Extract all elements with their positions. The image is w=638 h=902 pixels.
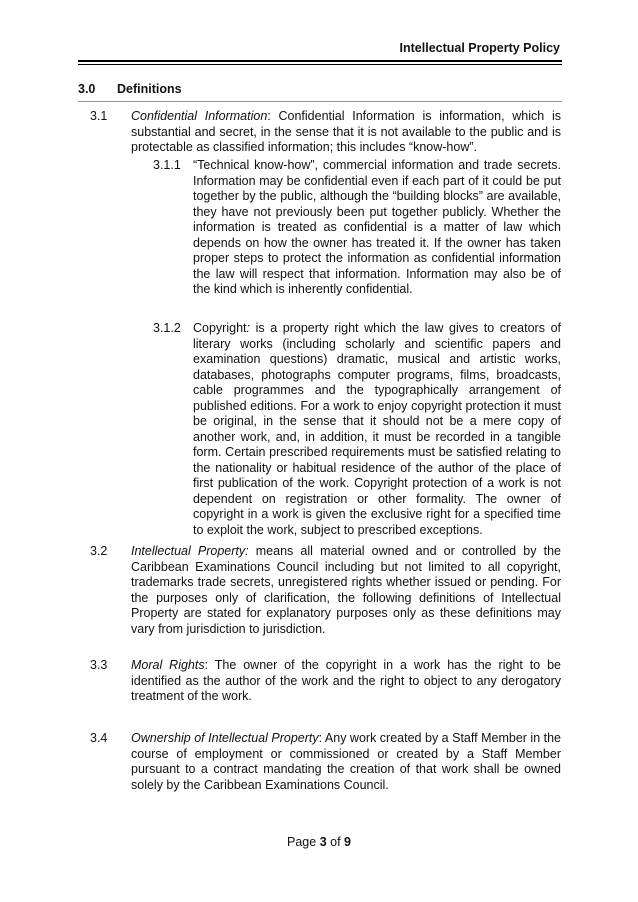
page-current: 3 xyxy=(319,835,327,849)
subitem-number: 3.1.1 xyxy=(153,158,181,172)
header-rule-thin xyxy=(78,64,562,65)
definition-text: : Any work created by a Staff Member in the course of employment or commissioned or created by a Staff Member pursuant to a contract mandating the creation of that work shall be owned solely by the Caribbean Examinations Council. xyxy=(131,731,562,792)
definition-text: Confidential Information is information, which is substantial and secret, in the sense that it is not available to the public and is protectable as classified information; this includes “know-how”. xyxy=(131,109,561,154)
item-number: 3.3 xyxy=(90,658,108,672)
definition-text: means all material owned and or controlled by the Caribbean Examinations Council including but not limited to all copyright, trademarks trade secrets, unregistered rights whether issued or pending. For the purposes only of clarification, the following definitions of Intellectual Property are stated for explanatory purposes only as these definitions may vary from jurisdiction to jurisdiction. xyxy=(131,544,561,636)
header-title: Intellectual Property Policy xyxy=(399,41,560,55)
definition-term: Ownership of Intellectual Property xyxy=(131,731,319,745)
subitem-text: is a property right which the law gives to creators of literary works (including scholarly and scientific papers and examination questions) dramatic, musical and artistic works, databases, photographs computer programs, films, broadcasts, cable programmes and the typographically arrangement of published editions. For a work to enjoy copyright protection it must be original, in the sense that it should not be a mere copy of another work, and, in addition, it must be recorded in a tangible form. Certain prescribed requirements must be satisfied relating to the nationality or habitual residence of the author of the place of first publication of the work. Copyright protection of a work is not dependent on registration or other formality. The owner of copyright in a work is given the exclusive right for a specified time to exploit the work, subject to prescribed exceptions. xyxy=(193,321,561,537)
page-label: Page xyxy=(287,835,317,849)
definition-text: : The owner of the copyright in a work has the right to be identified as the author of the work and the right to object to any derogatory treatment of the work. xyxy=(131,658,562,703)
page-footer xyxy=(0,835,638,849)
subitem-text: “Technical know-how”, commercial information and trade secrets. Information may be confidential even if each part of it could be put together by the public, although the “building blocks” are available, they have not previously been put together publicly. Whether the information is treated as confidential is a matter of law which depends on how the owner has treated it. If the owner has taken proper steps to protect the information as confidential information the law will respect that information. Information may also be of the kind which is inherently confidential. xyxy=(193,158,561,296)
definition-term: Moral Rights xyxy=(131,658,205,672)
header-rule xyxy=(78,60,562,62)
definition-term: Confidential Information xyxy=(131,109,268,123)
subitem-paragraph xyxy=(193,158,561,298)
subitem-separator: : xyxy=(246,321,250,335)
section-rule xyxy=(78,101,562,102)
item-number: 3.4 xyxy=(90,731,108,745)
definition-paragraph xyxy=(131,658,561,705)
definition-term: Intellectual Property: xyxy=(131,544,249,558)
item-number: 3.2 xyxy=(90,544,108,558)
subitem-number: 3.1.2 xyxy=(153,321,181,335)
item-number: 3.1 xyxy=(90,109,108,123)
definition-paragraph xyxy=(131,109,561,156)
page-of: of xyxy=(330,835,341,849)
definition-paragraph xyxy=(131,544,561,637)
subitem-term: Copyright xyxy=(193,321,247,335)
section-number: 3.0 xyxy=(78,82,96,96)
definition-separator: : xyxy=(267,109,271,123)
section-title: Definitions xyxy=(117,82,182,96)
subitem-paragraph xyxy=(193,321,561,538)
definition-paragraph xyxy=(131,731,561,793)
page-total: 9 xyxy=(344,835,351,849)
